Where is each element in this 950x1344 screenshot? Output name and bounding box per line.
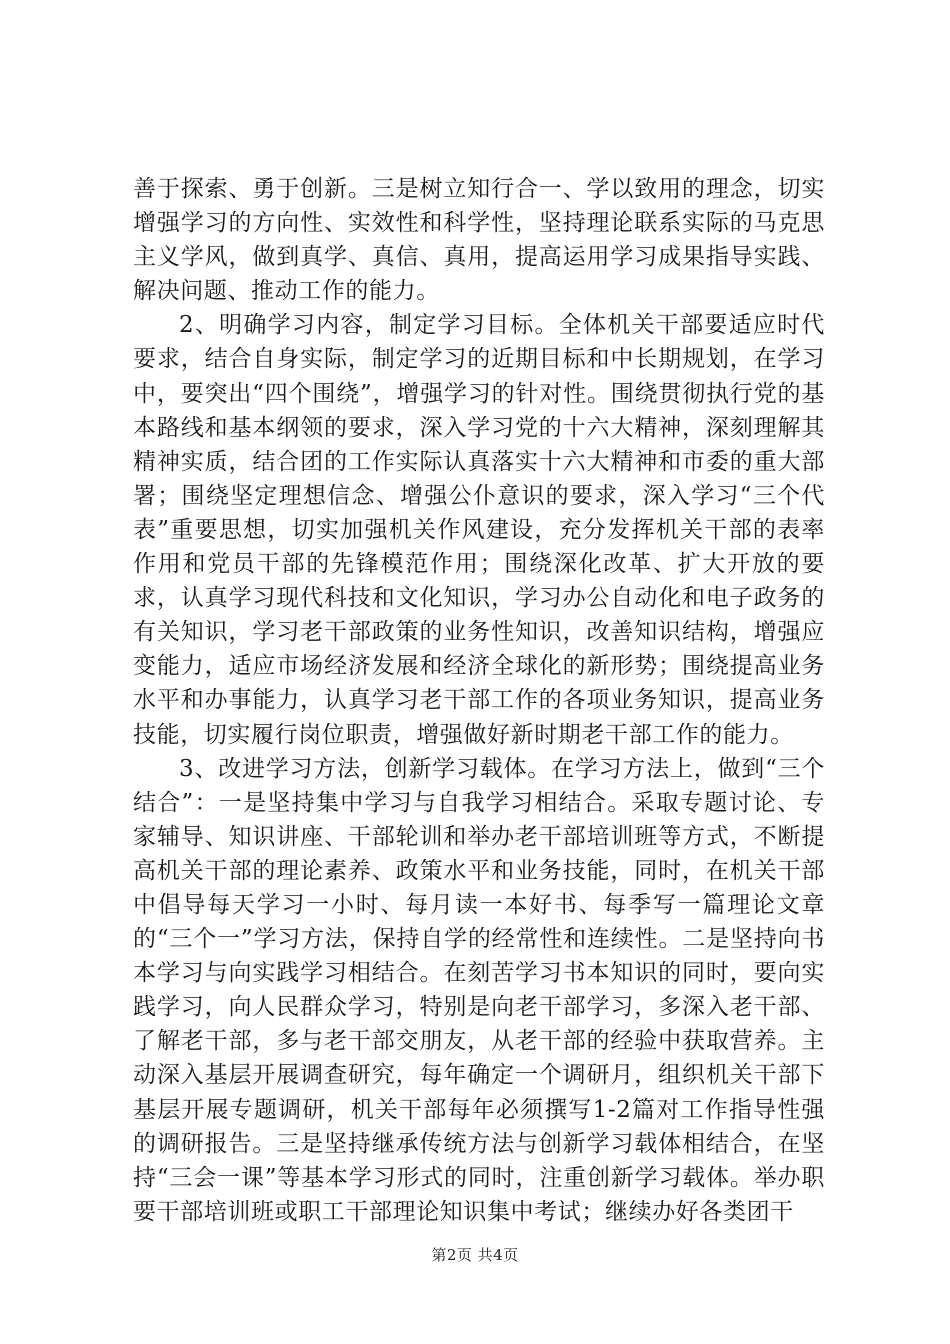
paragraph-1: 善于探索、勇于创新。三是树立知行合一、学以致用的理念，切实增强学习的方向性、实效性和科学性，坚持理论联系实际的马克思主义学风，做到真学、真信、真用，提高运用学习成果指导实践、解决问题、推动工作的能力。 xyxy=(133,176,825,305)
paragraph-2: 2、明确学习内容，制定学习目标。全体机关干部要适应时代要求，结合自身实际，制定学习的近期目标和中长期规划，在学习中，要突出“四个围绕”，增强学习的针对性。围绕贯彻执行党的基本路线和基本纲领的要求，深入学习党的十六大精神，深刻理解其精神实质，结合团的工作实际认真落实十六大精神和市委的重大部署；围绕坚定理想信念、增强公仆意识的要求，深入学习“三个代表”重要思想，切实加强机关作风建设，充分发挥机关干部的表率作用和党员干部的先锋模范作用；围绕深化改革、扩大开放的要求，认真学习现代科技和文化知识，学习办公自动化和电子政务的有关知识，学习老干部政策的业务性知识，改善知识结构，增强应变能力，适应市场经济发展和经济全球化的新形势；围绕提高业务水平和办事能力，认真学习老干部工作的各项业务知识，提高业务技能，切实履行岗位职责，增强做好新时期老干部工作的能力。 xyxy=(133,312,825,748)
paragraph-3: 3、改进学习方法，创新学习载体。在学习方法上，做到“三个结合”：一是坚持集中学习与自我学习相结合。采取专题讨论、专家辅导、知识讲座、干部轮训和举办老干部培训班等方式，不断提高机关干部的理论素养、政策水平和业务技能，同时，在机关干部中倡导每天学习一小时、每月读一本好书、每季写一篇理论文章的“三个一”学习方法，保持自学的经常性和连续性。二是坚持向书本学习与向实践学习相结合。在刻苦学习书本知识的同时，要向实践学习，向人民群众学习，特别是向老干部学习，多深入老干部、了解老干部，多与老干部交朋友，从老干部的经验中获取营养。主动深入基层开展调查研究，每年确定一个调研月，组织机关干部下基层开展专题调研，机关干部每年必须撰写1-2篇对工作指导性强的调研报告。三是坚持继承传统方法与创新学习载体相结合，在坚持“三会一课”等基本学习形式的同时，注重创新学习载体。举办职要干部培训班或职工干部理论知识集中考试；继续办好各类团干 xyxy=(133,755,825,1225)
document-body xyxy=(133,172,825,1229)
page-number-footer: 第2页 共4页 xyxy=(431,1246,519,1264)
